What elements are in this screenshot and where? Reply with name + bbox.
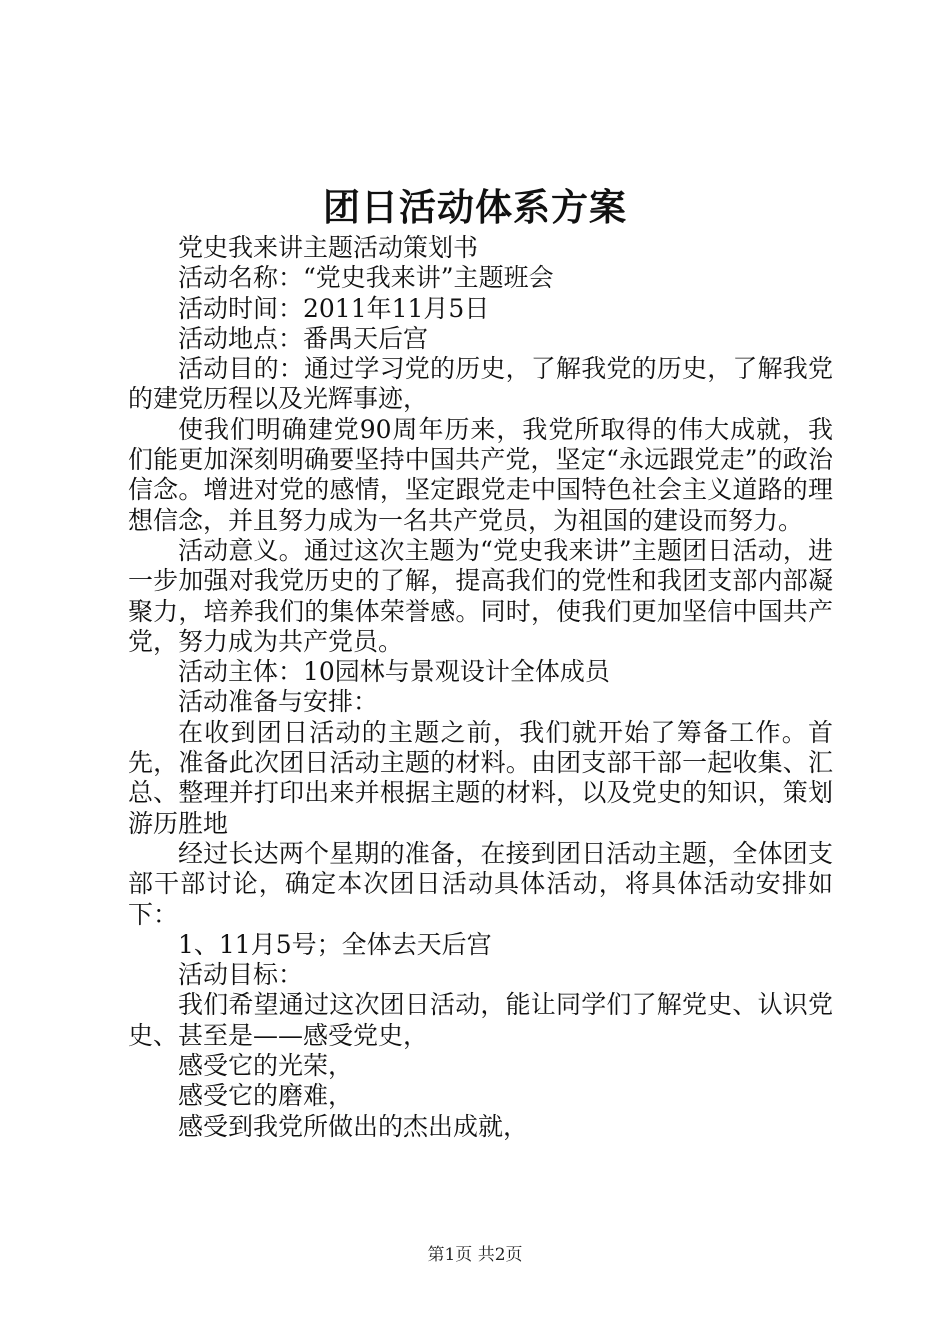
document-title: 团日活动体系方案 [323, 185, 627, 229]
paragraph-plan-heading: 党史我来讲主题活动策划书 [178, 233, 479, 262]
paragraph-activity-significance: 活动意义。通过这次主题为“党史我来讲”主题团日活动，进一步加强对我党历史的了解，提高我们的党性和我团支部内部凝聚力，培养我们的集体荣誉感。同时，使我们更加坚信中国共产党，努力成为共产党员。 [128, 535, 833, 656]
paragraph-purpose-detail: 使我们明确建党90周年历来，我党所取得的伟大成就，我们能更加深刻明确要坚持中国共产党，坚定“永远跟党走”的政治信念。增进对党的感情，坚定跟党走中国特色社会主义道路的理想信念，并且努力成为一名共产党员，为祖国的建设而努力。 [128, 414, 833, 535]
paragraph-goal-achievement: 感受到我党所做出的杰出成就， [178, 1111, 529, 1141]
paragraph-goal-hardship: 感受它的磨难， [178, 1081, 354, 1111]
paragraph-schedule-item: 1、11月5号；全体去天后宫 [178, 929, 492, 959]
document-body [128, 233, 833, 1142]
paragraph-preparation-heading: 活动准备与安排： [178, 687, 379, 717]
paragraph-goal-glory: 感受它的光荣， [178, 1051, 354, 1081]
paragraph-activity-location: 活动地点：番禺天后宫 [178, 323, 429, 353]
paragraph-activity-purpose: 活动目的：通过学习党的历史，了解我党的历史，了解我党的建党历程以及光辉事迹， [128, 354, 833, 414]
paragraph-arrangement: 经过长达两个星期的准备，在接到团日活动主题，全体团支部干部讨论，确定本次团日活动具体活动，将具体活动安排如下： [128, 838, 833, 929]
paragraph-activity-subject: 活动主体：10园林与景观设计全体成员 [178, 657, 610, 687]
paragraph-activity-time: 活动时间：2011年11月5日 [178, 293, 490, 323]
paragraph-goals-heading: 活动目标： [178, 960, 304, 990]
paragraph-goals-detail: 我们希望通过这次团日活动，能让同学们了解党史、认识党史、甚至是——感受党史， [128, 990, 833, 1050]
paragraph-activity-name: 活动名称：“党史我来讲”主题班会 [178, 263, 554, 293]
page-footer: 第1页 共2页 [427, 1245, 523, 1265]
paragraph-preparation-detail: 在收到团日活动的主题之前，我们就开始了筹备工作。首先，准备此次团日活动主题的材料。由团支部干部一起收集、汇总、整理并打印出来并根据主题的材料，以及党史的知识，策划游历胜地 [128, 717, 833, 838]
